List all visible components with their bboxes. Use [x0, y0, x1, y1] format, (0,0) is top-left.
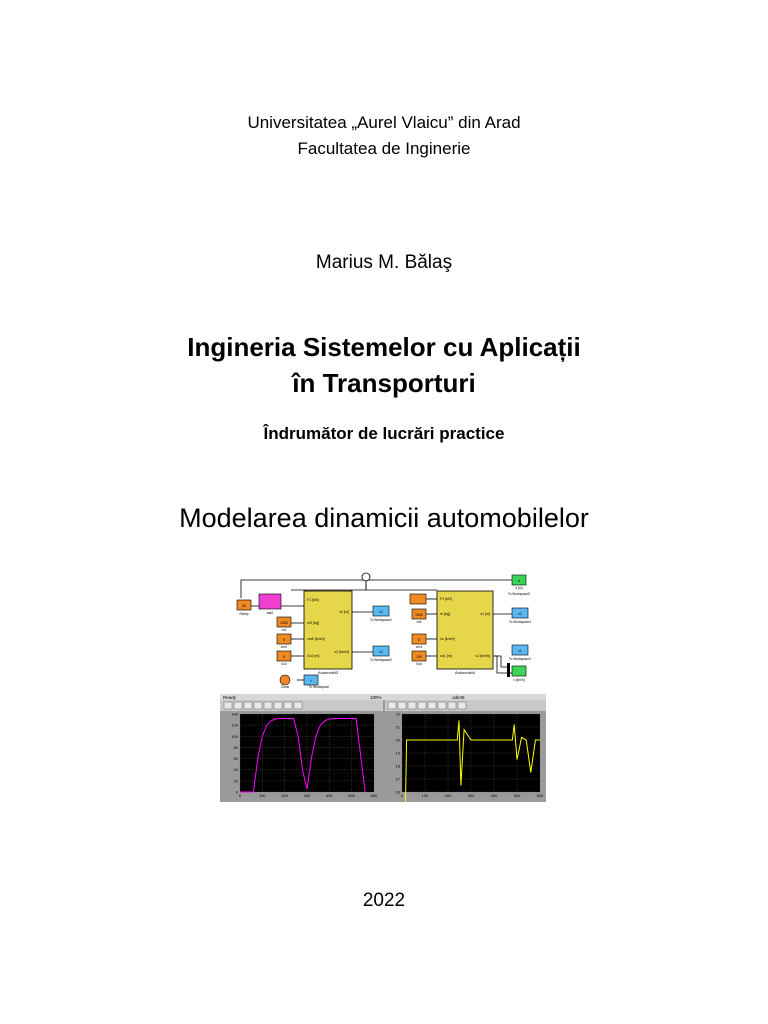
x-tick-label: 100: [258, 793, 266, 798]
sum-block[interactable]: [362, 573, 370, 581]
properties-icon[interactable]: [448, 702, 456, 709]
x-tick-label: 0: [400, 793, 404, 798]
left-port-in2: m0 [kg]: [307, 621, 319, 625]
ws-v1-label: To Workspace3: [509, 657, 531, 661]
y-tick-label: 18: [395, 763, 400, 769]
zoom-y-icon[interactable]: [244, 702, 252, 709]
right-port-in4: xo1 [m]: [440, 654, 452, 658]
save-axes-icon[interactable]: [264, 702, 272, 709]
const-xo2-value: 0: [283, 655, 285, 659]
print-icon[interactable]: [458, 702, 466, 709]
y-tick-label: 100: [231, 733, 238, 739]
x-tick-label: 400: [490, 793, 498, 798]
y-tick-label: 80: [233, 744, 238, 750]
left-port-out2: v2 [km/h]: [334, 650, 349, 654]
automobil3-label: Automobil3: [317, 670, 339, 675]
x-tick-label: 500: [348, 793, 356, 798]
autoscale-icon[interactable]: [418, 702, 426, 709]
y-tick-label: 140: [231, 711, 238, 717]
const-vm4-label: vm4: [415, 645, 423, 649]
university-name: Universitatea „Aurel Vlaicu” din Arad: [247, 113, 521, 132]
print-icon[interactable]: [294, 702, 302, 709]
const-xo4-value: 100: [416, 655, 422, 659]
x-tick-label: 300: [467, 793, 475, 798]
author-name: Marius M. Bălaş: [315, 252, 453, 273]
status-left: Ready: [223, 695, 237, 700]
const-m4-label: m4: [416, 620, 422, 624]
right-port-in1: F1 [kN]: [440, 597, 452, 601]
ramp-value: 20: [241, 603, 247, 608]
x-tick-label: 600: [370, 793, 378, 798]
const-m4-value: 1000: [415, 613, 423, 617]
autoscale-icon[interactable]: [254, 702, 262, 709]
left-port-in1: F1 [kN]: [307, 598, 319, 602]
zoom-y-icon[interactable]: [408, 702, 416, 709]
y-tick-label: 19: [395, 750, 400, 756]
mux-block[interactable]: [507, 663, 510, 677]
x-tick-label: 400: [325, 793, 333, 798]
scope-d-label: d [m]: [515, 586, 523, 590]
properties-icon[interactable]: [284, 702, 292, 709]
scope-plot-svg: [220, 694, 546, 802]
y-tick-label: 17: [395, 776, 400, 782]
x-tick-label: 300: [303, 793, 311, 798]
x-tick-label: 500: [513, 793, 521, 798]
automobil4-label: Automobil4: [454, 670, 476, 675]
saturation-block[interactable]: [259, 594, 281, 609]
ws-x2-tag: x2: [379, 610, 383, 614]
y-tick-label: 16: [395, 789, 400, 795]
left-port-out1: x2 [m]: [339, 610, 349, 614]
publication-year: 2022: [362, 890, 406, 911]
const-vm2-label: vm2: [280, 645, 288, 649]
right-port-in2: m [kg]: [440, 612, 450, 616]
zoom-x-icon[interactable]: [398, 702, 406, 709]
scope-plot-window: [220, 694, 546, 802]
const-m2-label: m2: [281, 628, 287, 632]
const-vm4-value: 0: [418, 638, 420, 642]
right-port-in3: vo [km/h]: [440, 637, 455, 641]
restore-axes-icon[interactable]: [438, 702, 446, 709]
const-vm2-value: 0: [283, 638, 285, 642]
saturation-label: sat2: [266, 611, 274, 615]
scope-v-block[interactable]: [512, 666, 526, 676]
ws-v2-label: To Workspace2: [370, 658, 392, 662]
ws-x1-label: To Workspace4: [509, 620, 531, 624]
ws-x2-label: To Workspace1: [370, 618, 392, 622]
x-tick-label: 100: [421, 793, 429, 798]
ws-t-label: To Workspace: [308, 685, 330, 689]
x-tick-label: 600: [536, 793, 544, 798]
y-tick-label: 21: [395, 724, 400, 730]
y-tick-label: 60: [233, 756, 238, 762]
const-m2-value: 1000: [280, 621, 288, 625]
y-tick-label: 20: [395, 737, 400, 743]
left-port-in3: vm0 [km/h]: [307, 637, 325, 641]
status-bar: [220, 694, 546, 700]
y-tick-label: 20: [233, 778, 238, 784]
y-tick-label: 22: [395, 711, 400, 717]
ws-v2-tag: v2: [379, 650, 383, 654]
const-m-block[interactable]: [410, 594, 426, 604]
scope-v-label: v [km/h]: [513, 678, 525, 682]
y-tick-label: 40: [233, 767, 238, 773]
zoom-in-icon[interactable]: [388, 702, 396, 709]
status-solver: ode45: [452, 695, 465, 700]
clock-label: Clock: [280, 685, 290, 689]
right-port-out2: v1 [km/h]: [475, 654, 490, 658]
x-tick-label: 0: [238, 793, 242, 798]
ws-t-tag: t: [310, 679, 312, 683]
clock-block[interactable]: [280, 675, 290, 685]
left-port-in4: Xo2 [m]: [307, 654, 320, 658]
ws-d-tag: d: [518, 579, 520, 583]
zoom-x-icon[interactable]: [234, 702, 242, 709]
x-tick-label: 200: [444, 793, 452, 798]
faculty-name: Facultatea de Inginerie: [297, 139, 471, 158]
subtitle: Îndrumător de lucrări practice: [263, 424, 505, 443]
x-tick-label: 200: [281, 793, 289, 798]
zoom-in-icon[interactable]: [224, 702, 232, 709]
ws-x1-tag: x1: [518, 612, 522, 616]
restore-axes-icon[interactable]: [274, 702, 282, 709]
topic-title: Modelarea dinamicii automobilelor: [179, 503, 589, 533]
right-port-out1: x1 [m]: [480, 612, 490, 616]
simulink-diagram: [229, 563, 541, 689]
status-zoom: 100%: [370, 695, 382, 700]
y-tick-label: 120: [231, 722, 238, 728]
const-xo4-label: Xo4: [415, 662, 423, 666]
save-axes-icon[interactable]: [428, 702, 436, 709]
ws-d-label: To Workspace5: [508, 592, 530, 596]
title-line-1: Ingineria Sistemelor cu Aplicații: [187, 332, 581, 362]
ramp-label: Ramp: [239, 612, 249, 616]
const-xo2-label: Xo2: [280, 662, 288, 666]
ws-v1-tag: v1: [518, 649, 522, 653]
y-tick-label: 0: [235, 789, 238, 795]
title-line-2: în Transporturi: [292, 368, 476, 398]
